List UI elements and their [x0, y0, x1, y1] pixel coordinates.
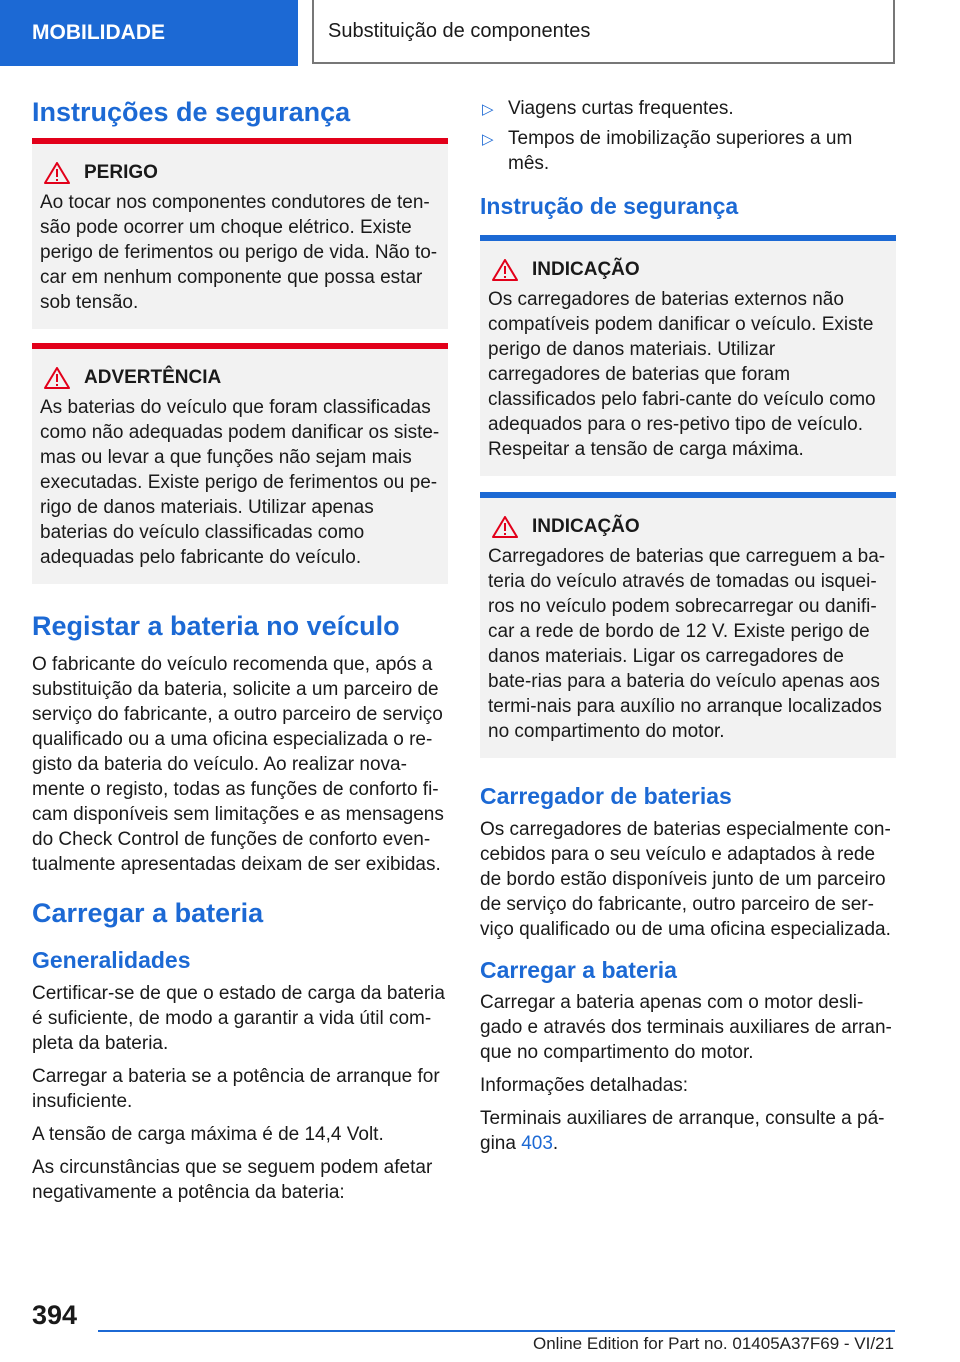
warning-text: As baterias do veículo que foram classificadas como não adequadas podem danificar os siste-mas ou levar a que funções não sejam mais executadas. Existe perigo de ferimentos ou pe-rigo de danos materiais. Utilizar apenas baterias do veículo classificadas como adequadas pelo fabricante do veículo.	[40, 396, 440, 568]
list-item: ▷ Viagens curtas frequentes.	[480, 96, 896, 121]
triangle-right-icon: ▷	[482, 131, 494, 148]
footer-edition: Online Edition for Part no. 01405A37F69 - VI/21	[532, 1334, 894, 1353]
note-label-1: INDICAÇÃO	[532, 258, 640, 280]
note-box-2	[480, 492, 896, 758]
warning-label: ADVERTÊNCIA	[84, 366, 222, 388]
general-text-2: Carregar a bateria se a potência de arranque for insuficiente.	[32, 1066, 440, 1112]
danger-label: PERIGO	[84, 161, 158, 183]
heading-battery-charger: Carregador de baterias	[480, 782, 732, 809]
warning-triangle-icon	[44, 162, 70, 184]
danger-box	[32, 138, 448, 329]
heading-general: Generalidades	[32, 947, 191, 974]
chapter-title: Substituição de componentes	[312, 0, 895, 64]
register-text: O fabricante do veículo recomenda que, após a substituição da bateria, solicite a um parceiro de serviço do fabricante, a outro parceiro de serviço qualificado ou a uma oficina especializada o re-gisto da bateria do veículo. Ao realizar nova-mente o registo, todas as funções de conforto fi-cam disponíveis sem limitações e as mensagens do Check Control de funções de conforto even-tualmente apresentadas deixam de ser exibidas.	[32, 653, 444, 875]
right-column	[480, 96, 896, 1164]
circumstances-list	[480, 96, 896, 176]
details-label: Informações detalhadas:	[480, 1075, 689, 1097]
heading-safety-instructions: Instruções de segurança	[32, 97, 351, 127]
warning-triangle-icon	[492, 516, 518, 538]
warning-box	[32, 343, 448, 584]
charge-text: Carregar a bateria apenas com o motor desli-gado e através dos terminais auxiliares de arran-que no compartimento do motor.	[480, 992, 892, 1064]
warning-triangle-icon	[492, 259, 518, 281]
note-title-1	[492, 259, 888, 281]
heading-register-battery: Registar a bateria no veículo	[32, 610, 400, 641]
list-item: ▷ Tempos de imobilização superiores a um mês.	[482, 128, 853, 174]
page-number: 394	[32, 1300, 78, 1330]
page-link[interactable]: 403	[521, 1133, 553, 1155]
note-text-1: Os carregadores de baterias externos não compatíveis podem danificar o veículo. Existe perigo de danos materiais. Utilizar carregadores de baterias que foram classificados pelo fabri-cante do veículo como adequados para o res-petivo tipo de veículo. Respeitar a tensão de carga máxima.	[488, 288, 876, 460]
footer-divider	[98, 1330, 895, 1332]
warning-triangle-icon	[44, 367, 70, 389]
danger-text: Ao tocar nos componentes condutores de ten-são pode ocorrer um choque elétrico. Existe perigo de ferimentos ou perigo de vida. Não to-car em nenhum componente que possa estar sob tensão.	[40, 191, 438, 313]
details-text: Terminais auxiliares de arranque, consulte a pá-gina 403.	[480, 1108, 885, 1155]
note-title-2	[492, 516, 888, 538]
heading-safety-instruction: Instrução de segurança	[480, 193, 739, 219]
section-tab: MOBILIDADE	[0, 0, 298, 66]
note-box-1	[480, 235, 896, 476]
note-text-2: Carregadores de baterias que carreguem a ba-teria do veículo através de tomadas ou isquei-ros no veículo podem sobrecarregar ou danifi-car a rede de bordo de 12 V. Existe perigo de danos materiais. Ligar os carregadores de bate-rias para a bateria do veículo apenas aos termi-nais para auxílio no arranque localizados no compartimento do motor.	[488, 545, 886, 742]
general-text-3: A tensão de carga máxima é de 14,4 Volt.	[32, 1124, 384, 1145]
note-label-2: INDICAÇÃO	[532, 515, 640, 537]
heading-charge-battery-right: Carregar a bateria	[480, 956, 677, 983]
general-text-1: Certificar-se de que o estado de carga da bateria é suficiente, de modo a garantir a vida útil com-pleta da bateria.	[32, 983, 445, 1054]
warning-title	[44, 367, 440, 389]
charger-text: Os carregadores de baterias especialmente con-cebidos para o seu veículo e adaptados à rede de bordo estão disponíveis junto de um parceiro de serviço do fabricante, outro parceiro de ser-viço qualificado ou de uma oficina especializada.	[480, 818, 891, 940]
general-text-4: As circunstâncias que se seguem podem afetar negativamente a potência da bateria:	[32, 1157, 433, 1203]
danger-title	[44, 162, 440, 184]
left-column	[32, 96, 448, 1213]
page-header	[0, 0, 960, 66]
heading-charge-battery: Carregar a bateria	[32, 897, 264, 928]
triangle-right-icon: ▷	[482, 101, 494, 118]
